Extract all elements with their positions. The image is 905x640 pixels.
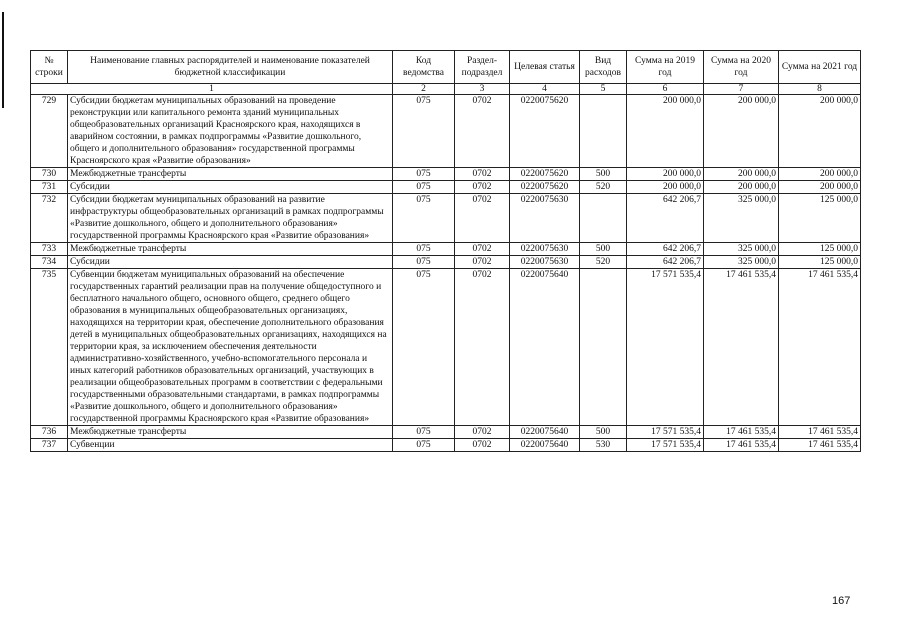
row-number: 732 <box>31 194 68 243</box>
row-sum-2021: 17 461 535,4 <box>779 269 861 426</box>
row-sum-2019: 200 000,0 <box>627 168 704 181</box>
row-dept-code: 075 <box>393 95 455 168</box>
column-number: 8 <box>779 84 861 95</box>
row-sum-2021: 125 000,0 <box>779 194 861 243</box>
row-section: 0702 <box>455 243 510 256</box>
row-target-article: 0220075620 <box>510 181 580 194</box>
row-expense-type <box>580 269 627 426</box>
row-sum-2021: 17 461 535,4 <box>779 426 861 439</box>
row-target-article: 0220075640 <box>510 269 580 426</box>
row-sum-2021: 200 000,0 <box>779 181 861 194</box>
table-row <box>31 181 861 194</box>
row-number: 733 <box>31 243 68 256</box>
table-row <box>31 426 861 439</box>
header-name: Наименование главных распорядителей и наименование показателей бюджетной классификации <box>68 51 393 84</box>
budget-table <box>30 50 861 452</box>
row-sum-2020: 325 000,0 <box>704 243 779 256</box>
row-sum-2020: 17 461 535,4 <box>704 439 779 452</box>
row-sum-2021: 125 000,0 <box>779 243 861 256</box>
row-expense-type <box>580 95 627 168</box>
row-expense-type: 500 <box>580 168 627 181</box>
row-sum-2020: 200 000,0 <box>704 168 779 181</box>
row-target-article: 0220075620 <box>510 95 580 168</box>
row-sum-2019: 642 206,7 <box>627 256 704 269</box>
table-row <box>31 194 861 243</box>
row-sum-2019: 17 571 535,4 <box>627 439 704 452</box>
row-section: 0702 <box>455 256 510 269</box>
row-dept-code: 075 <box>393 439 455 452</box>
table-row <box>31 243 861 256</box>
row-expense-type: 500 <box>580 426 627 439</box>
row-number: 737 <box>31 439 68 452</box>
row-target-article: 0220075630 <box>510 256 580 269</box>
row-name: Межбюджетные трансферты <box>68 243 393 256</box>
header-sum-2019: Сумма на 2019 год <box>627 51 704 84</box>
row-section: 0702 <box>455 181 510 194</box>
column-number: 2 <box>393 84 455 95</box>
table-row <box>31 439 861 452</box>
row-section: 0702 <box>455 269 510 426</box>
column-number: 1 <box>31 84 393 95</box>
row-name: Субсидии <box>68 181 393 194</box>
row-number: 729 <box>31 95 68 168</box>
header-sum-2021: Сумма на 2021 год <box>779 51 861 84</box>
row-sum-2019: 200 000,0 <box>627 181 704 194</box>
row-dept-code: 075 <box>393 194 455 243</box>
header-row-no: № строки <box>31 51 68 84</box>
table-row <box>31 95 861 168</box>
row-sum-2019: 17 571 535,4 <box>627 269 704 426</box>
row-sum-2020: 17 461 535,4 <box>704 269 779 426</box>
row-section: 0702 <box>455 95 510 168</box>
row-sum-2021: 200 000,0 <box>779 95 861 168</box>
row-name: Субсидии бюджетам муниципальных образований на развитие инфраструктуры общеобразовательных организаций в рамках подпрограммы «Развитие дошкольного, общего и дополнительного образования» государственной программы Красноярского края «Развитие образования» <box>68 194 393 243</box>
row-sum-2019: 642 206,7 <box>627 194 704 243</box>
row-target-article: 0220075630 <box>510 194 580 243</box>
row-number: 735 <box>31 269 68 426</box>
table-row <box>31 269 861 426</box>
row-expense-type: 530 <box>580 439 627 452</box>
header-dept-code: Код ведомства <box>393 51 455 84</box>
row-target-article: 0220075620 <box>510 168 580 181</box>
row-sum-2019: 200 000,0 <box>627 95 704 168</box>
header-target-article: Целевая статья <box>510 51 580 84</box>
row-section: 0702 <box>455 439 510 452</box>
header-expense-type: Вид расходов <box>580 51 627 84</box>
row-expense-type: 520 <box>580 256 627 269</box>
row-name: Субсидии <box>68 256 393 269</box>
column-number: 6 <box>627 84 704 95</box>
row-section: 0702 <box>455 426 510 439</box>
row-name: Межбюджетные трансферты <box>68 168 393 181</box>
column-number: 4 <box>510 84 580 95</box>
row-sum-2020: 325 000,0 <box>704 194 779 243</box>
row-name: Субсидии бюджетам муниципальных образований на проведение реконструкции или капитального ремонта зданий муниципальных общеобразовательных организаций Красноярского края, находящихся в аварийном состоянии, в рамках подпрограммы «Развитие дошкольного, общего и дополнительного образования» государственной программы Красноярского края «Развитие образования» <box>68 95 393 168</box>
row-number: 730 <box>31 168 68 181</box>
row-sum-2021: 17 461 535,4 <box>779 439 861 452</box>
page-number: 167 <box>832 595 851 607</box>
row-target-article: 0220075640 <box>510 426 580 439</box>
column-number: 5 <box>580 84 627 95</box>
row-name: Субвенции бюджетам муниципальных образований на обеспечение государственных гарантий реализации прав на получение общедоступного и бесплатного начального общего, основного общего, среднего общего образования в муниципальных общеобразовательных организациях, находящихся на территории края, обеспечение дополнительного образования детей в муниципальных общеобразовательных организациях, находящихся на территории края, за исключением обеспечения деятельности административно-хозяйственного, учебно-вспомогательного персонала и иных категорий работников образовательных организаций, участвующих в реализации общеобразовательных программ в соответствии с федеральными государственными образовательными стандартами, в рамках подпрограммы «Развитие дошкольного, общего и дополнительного образования» государственной программы Красноярского края «Развитие образования» <box>68 269 393 426</box>
table-row <box>31 256 861 269</box>
row-sum-2020: 325 000,0 <box>704 256 779 269</box>
row-expense-type <box>580 194 627 243</box>
row-sum-2019: 17 571 535,4 <box>627 426 704 439</box>
table-header <box>31 51 861 95</box>
row-number: 736 <box>31 426 68 439</box>
row-target-article: 0220075630 <box>510 243 580 256</box>
row-dept-code: 075 <box>393 269 455 426</box>
row-sum-2021: 200 000,0 <box>779 168 861 181</box>
row-number: 731 <box>31 181 68 194</box>
row-dept-code: 075 <box>393 168 455 181</box>
row-target-article: 0220075640 <box>510 439 580 452</box>
row-dept-code: 075 <box>393 256 455 269</box>
row-expense-type: 500 <box>580 243 627 256</box>
header-sum-2020: Сумма на 2020 год <box>704 51 779 84</box>
row-expense-type: 520 <box>580 181 627 194</box>
table-row <box>31 168 861 181</box>
row-dept-code: 075 <box>393 426 455 439</box>
row-section: 0702 <box>455 194 510 243</box>
row-sum-2020: 200 000,0 <box>704 95 779 168</box>
row-sum-2021: 125 000,0 <box>779 256 861 269</box>
header-section: Раздел-подраздел <box>455 51 510 84</box>
column-number: 7 <box>704 84 779 95</box>
row-sum-2020: 17 461 535,4 <box>704 426 779 439</box>
row-name: Субвенции <box>68 439 393 452</box>
row-sum-2020: 200 000,0 <box>704 181 779 194</box>
left-margin-rule <box>2 12 4 108</box>
row-sum-2019: 642 206,7 <box>627 243 704 256</box>
column-number: 3 <box>455 84 510 95</box>
row-dept-code: 075 <box>393 181 455 194</box>
row-dept-code: 075 <box>393 243 455 256</box>
row-number: 734 <box>31 256 68 269</box>
row-section: 0702 <box>455 168 510 181</box>
row-name: Межбюджетные трансферты <box>68 426 393 439</box>
